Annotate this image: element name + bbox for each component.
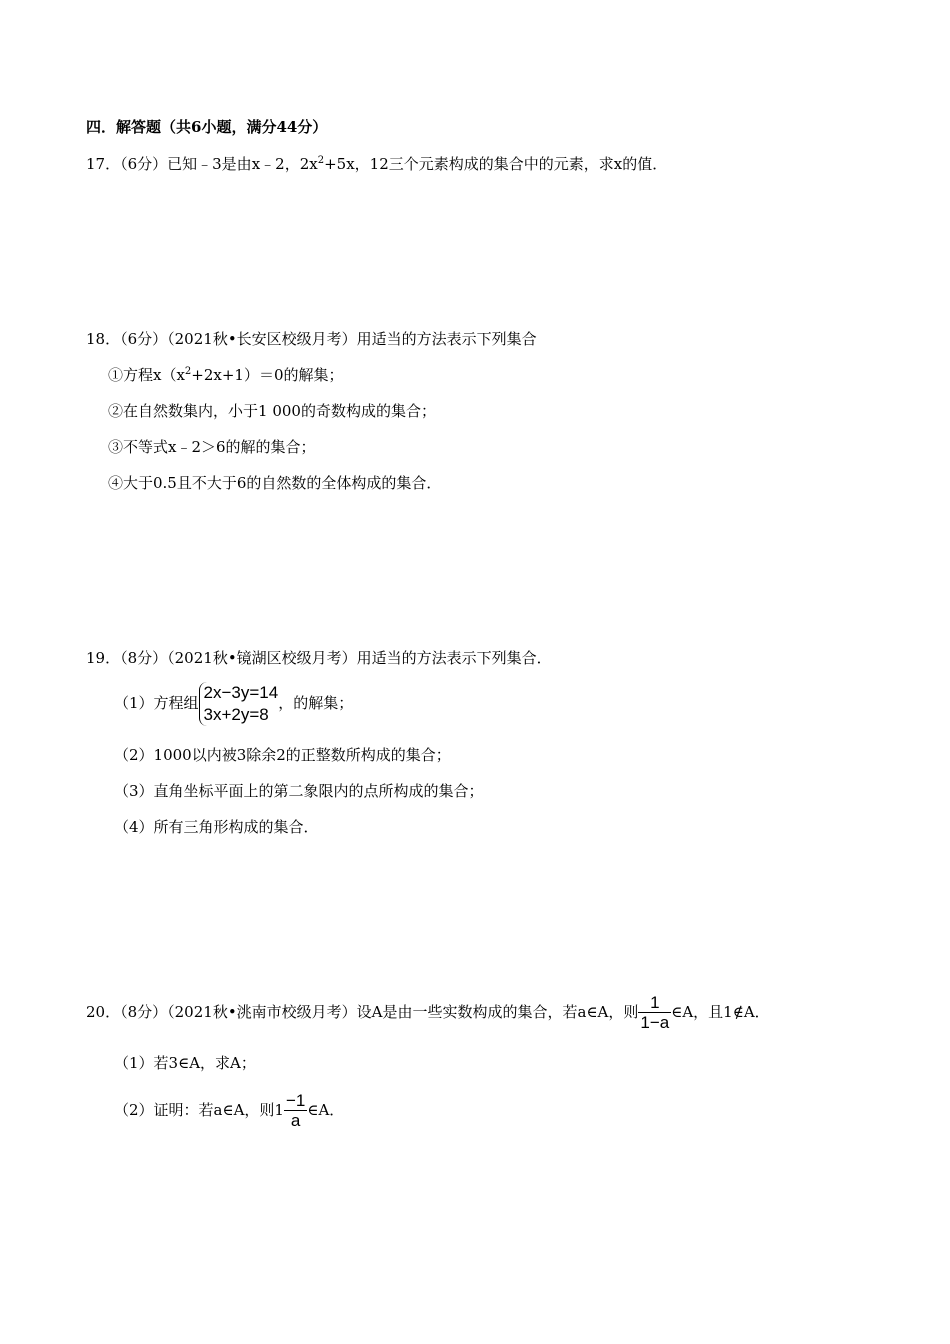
superscript: 2 <box>317 155 325 166</box>
question-source: （2021秋•镜湖区校级月考） <box>167 649 357 667</box>
q19-item-1 <box>114 681 353 726</box>
question-text: x﹣2，2x <box>251 155 318 173</box>
q18-item-2: ②在自然数集内，小于1 000的奇数构成的集合； <box>108 402 436 420</box>
item-text: ∈A． <box>307 1101 345 1119</box>
question-score: （6分） <box>120 330 168 348</box>
q18-item-4: ④大于0.5且不大于6的自然数的全体构成的集合． <box>108 474 442 492</box>
superscript: 2 <box>184 366 192 377</box>
question-number: 17． <box>86 155 121 173</box>
q18-item-3: ③不等式x﹣2＞6的解的集合； <box>108 438 316 456</box>
question-stem: 用适当的方法表示下列集合． <box>356 649 552 667</box>
question-stem: 用适当的方法表示下列集合 <box>356 330 537 348</box>
q19-item-2: （2）1000以内被3除余2的正整数所构成的集合； <box>114 746 451 764</box>
question-17 <box>86 154 667 174</box>
question-stem: 设A是由一些实数构成的集合，若a∈A，则 <box>356 1003 639 1021</box>
question-source: （2021秋•洮南市校级月考） <box>167 1003 357 1021</box>
q19-item-4: （4）所有三角形构成的集合． <box>114 818 319 836</box>
item-text: ①方程x（x <box>108 366 185 384</box>
equation: 2x−3y=14 <box>203 683 279 702</box>
question-20 <box>86 990 770 1034</box>
question-score: （6分） <box>120 155 168 173</box>
fraction-numerator: −1 <box>285 1091 306 1110</box>
item-text: （2）证明：若a∈A，则1 <box>114 1101 284 1119</box>
fraction-numerator: 1 <box>650 993 660 1012</box>
equation-system <box>199 682 279 726</box>
question-text: 已知﹣3是由 <box>167 155 252 173</box>
section-title: 四．解答题（共6小题，满分44分） <box>86 118 328 136</box>
fraction-denominator: a <box>284 1110 307 1131</box>
item-text: ，的解集； <box>278 694 354 712</box>
question-score: （8分） <box>120 649 168 667</box>
question-source: （2021秋•长安区校级月考） <box>167 330 357 348</box>
question-19 <box>86 648 552 668</box>
q20-item-1: （1）若3∈A，求A； <box>114 1054 256 1072</box>
question-text: +5x，12三个元素构成的集合中的元素，求x的值． <box>324 155 668 173</box>
question-stem: ∈A，且1∉A． <box>671 1003 770 1021</box>
question-score: （8分） <box>120 1003 168 1021</box>
fraction-denominator: 1−a <box>640 1013 670 1032</box>
q19-item-3: （3）直角坐标平面上的第二象限内的点所构成的集合； <box>114 782 484 800</box>
fraction <box>638 993 671 1033</box>
q18-item-1 <box>108 365 344 385</box>
equation: 3x+2y=8 <box>203 705 269 724</box>
question-number: 20． <box>86 1003 121 1021</box>
question-18 <box>86 329 537 349</box>
question-number: 18． <box>86 330 121 348</box>
item-text: +2x+1）＝0的解集； <box>191 366 344 384</box>
question-number: 19． <box>86 649 121 667</box>
q20-item-2 <box>114 1088 344 1132</box>
fraction <box>284 1091 307 1131</box>
item-text: （1）方程组 <box>114 694 199 712</box>
